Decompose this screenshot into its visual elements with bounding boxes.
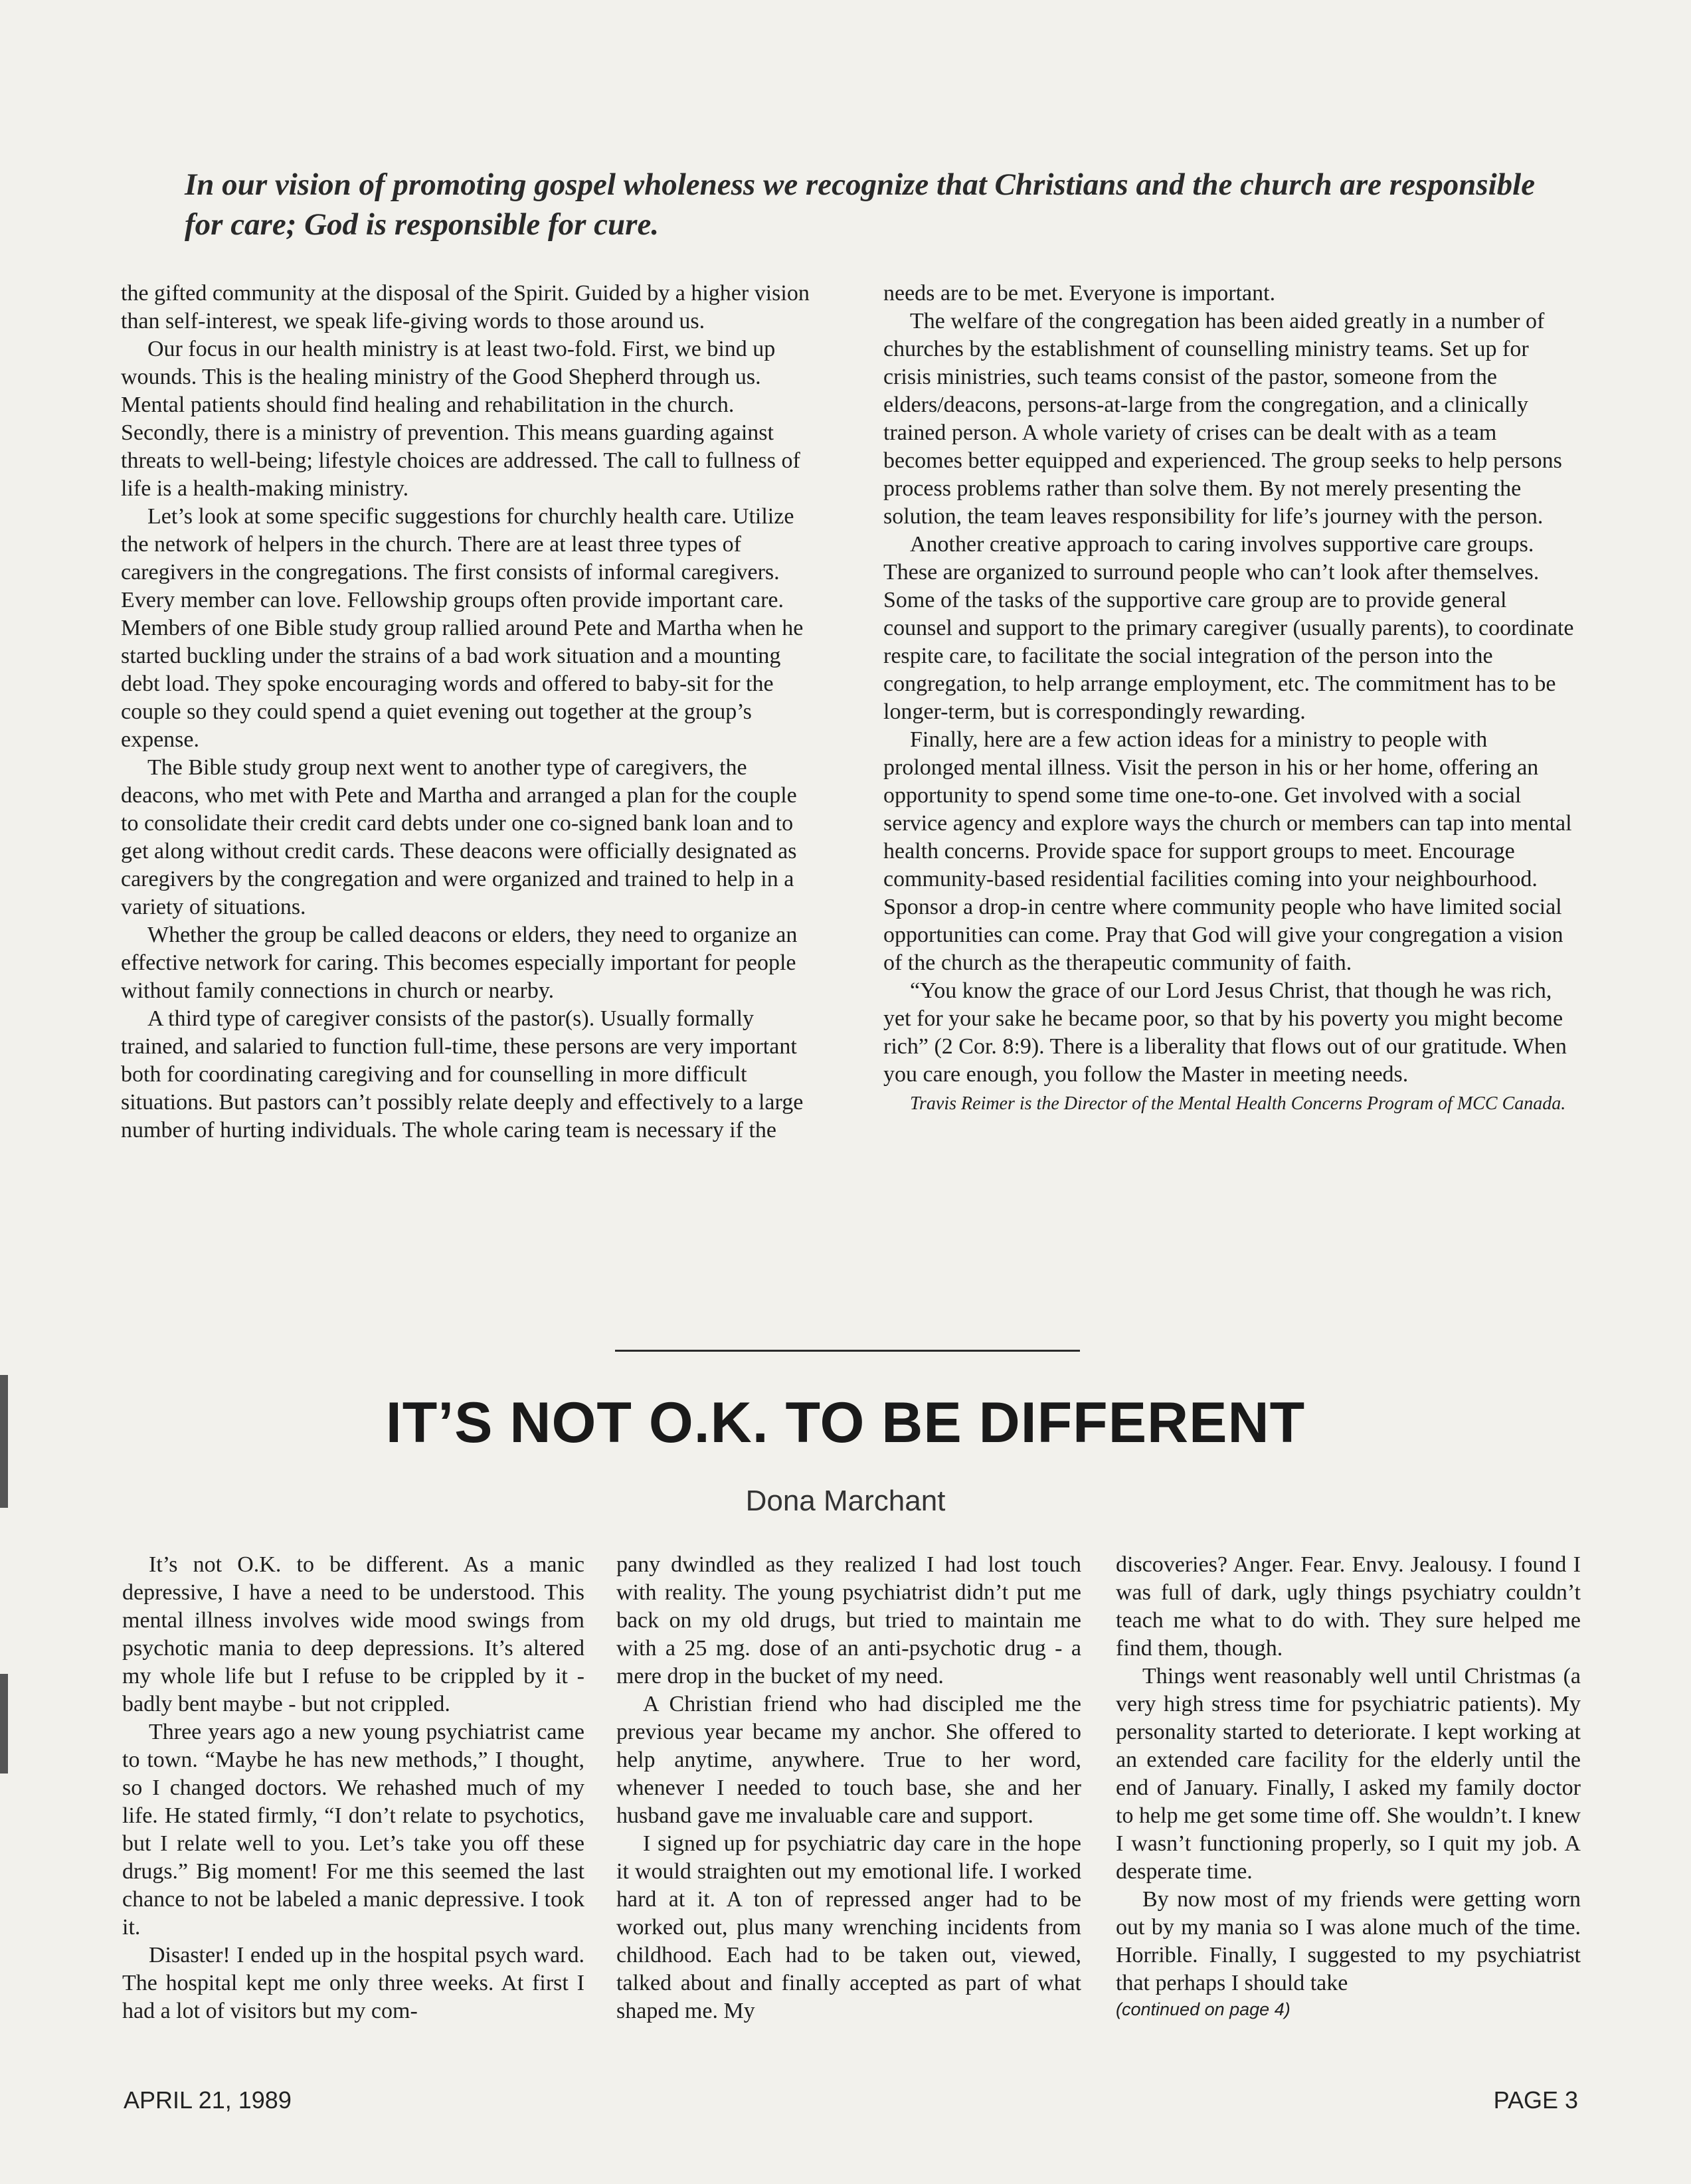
paragraph: It’s not O.K. to be different. As a manic depressive, I have a need to be understood. This mental illness involves wide mood swings from psychotic mania to deep depressions. It’s altered my whole life but I refuse to be crippled by it - badly bent maybe - but not crippled.	[122, 1552, 584, 1716]
paragraph: I signed up for psychiatric day care in the hope it would straighten out my emotional life. I worked hard at it. A ton of repressed anger had to be worked out, plus many wrenching incidents from childhood. Each had to be taken out, viewed, talked about and finally accepted as part of what shaped me. My	[616, 1831, 1081, 2023]
paragraph: Finally, here are a few action ideas for a ministry to people with prolonged mental illness. Visit the person in his or her home, offering an opportunity to spend some time one-to-one. Get involved with a social service agency and explore ways the church or members can tap into mental health concerns. Provide space for support groups to meet. Encourage community-based residential facilities coming into your neighbourhood. Sponsor a drop-in centre where community people who have limited social opportunities can come. Pray that God will give your congregation a vision of the church as the therapeutic community of faith.	[883, 727, 1572, 975]
author-byline: Travis Reimer is the Director of the Mental Health Concerns Program of MCC Canada.	[910, 1093, 1566, 1114]
paragraph: The welfare of the congregation has been aided greatly in a number of churches by the establishment of counselling ministry teams. Set up for crisis ministries, such teams consist of the pastor, someone from the elders/deacons, persons-at-large from the congregation, and a clinically trained person. A whole variety of crises can be dealt with as a team becomes better equipped and experienced. The group seeks to help persons process problems rather than solve them. By not merely presenting the solution, the team leaves responsibility for life’s journey with the person.	[883, 309, 1562, 529]
paragraph: the gifted community at the disposal of the Spirit. Guided by a higher vision than self-interest, we speak life-giving words to those around us.	[121, 281, 810, 333]
issue-date: APRIL 21, 1989	[124, 2086, 292, 2114]
paragraph: By now most of my friends were getting worn out by my mania so I was alone much of the time. Horrible. Finally, I suggested to my psychiatrist that perhaps I should take	[1116, 1887, 1581, 1995]
paragraph: Our focus in our health ministry is at least two-fold. First, we bind up wounds. This is the healing ministry of the Good Shepherd through us. Mental patients should find healing and rehabilitation in the church. Secondly, there is a ministry of prevention. This means guarding against threats to well-being; lifestyle choices are addressed. The call to fullness of life is a health-making ministry.	[121, 337, 800, 501]
paragraph: Three years ago a new young psychiatrist came to town. “Maybe he has new methods,” I thought, so I changed doctors. We rehashed much of my life. He stated firmly, “I don’t relate to psychotics, but I relate well to you. Let’s take you off these drugs.” Big moment! For me this seemed the last chance to not be labeled a manic depressive. I took it.	[122, 1720, 584, 1940]
paragraph: A third type of caregiver consists of the pastor(s). Usually formally trained, and salaried to function full-time, these persons are very important both for coordinating caregiving and for counselling in more difficult situations. But pastors can’t possibly relate deeply and effectively to a large number of hurting individuals. The whole caring team is necessary if the	[121, 1006, 804, 1142]
paragraph: “You know the grace of our Lord Jesus Christ, that though he was rich, yet for your sake he became poor, so that by his poverty you might become rich” (2 Cor. 8:9). There is a liberality that flows out of our gratitude. When you care enough, you follow the Master in meeting needs.	[883, 978, 1567, 1087]
paragraph: Another creative approach to caring involves supportive care groups. These are organized to surround people who can’t look after themselves. Some of the tasks of the supportive care group are to provide general counsel and support to the primary caregiver (usually parents), to coordinate respite care, to facilitate the social integration of the person into the congregation, to help arrange employment, etc. The commitment has to be longer-term, but is correspondingly rewarding.	[883, 532, 1574, 724]
paragraph: A Christian friend who had discipled me the previous year became my anchor. She offered to help anytime, anywhere. True to her word, whenever I needed to touch base, she and her husband gave me invaluable care and support.	[616, 1692, 1081, 1828]
section-divider	[615, 1350, 1080, 1352]
paragraph: discoveries? Anger. Fear. Envy. Jealousy. I found I was full of dark, ugly things psychiatry couldn’t teach me what to do with. They sure helped me find them, though.	[1116, 1552, 1581, 1661]
article-author: Dona Marchant	[745, 1485, 946, 1517]
article-title: IT’S NOT O.K. TO BE DIFFERENT	[385, 1391, 1306, 1455]
story-column-2	[616, 1551, 1081, 2025]
story-column-3	[1116, 1551, 1581, 2021]
paragraph: pany dwindled as they realized I had lost touch with reality. The young psychiatrist didn’t put me back on my old drugs, but tried to maintain me with a 25 mg. dose of an anti-psychotic drug - a mere drop in the bucket of my need.	[616, 1552, 1081, 1688]
story-column-1	[122, 1551, 584, 2025]
continued-note: (continued on page 4)	[1116, 1999, 1290, 2019]
paragraph: Let’s look at some specific suggestions for churchly health care. Utilize the network of helpers in the church. There are at least three types of caregivers in the congregations. The first consists of informal caregivers. Every member can love. Fellowship groups often provide important care. Members of one Bible study group rallied around Pete and Martha when he started buckling under the strains of a bad work situation and a mounting debt load. They spoke encouraging words and offered to baby-sit for the couple so they could spend a quiet evening out together at the group’s expense.	[121, 504, 804, 752]
paragraph: The Bible study group next went to another type of caregivers, the deacons, who met with Pete and Martha and arranged a plan for the couple to consolidate their credit card debts under one co-signed bank loan and to get along without credit cards. These deacons were officially designated as caregivers by the congregation and were organized and trained to help in a variety of situations.	[121, 755, 797, 919]
paragraph: needs are to be met. Everyone is important.	[883, 281, 1276, 306]
pull-quote: In our vision of promoting gospel wholeness we recognize that Christians and the church are responsible for care; God is responsible for cure.	[185, 167, 1536, 242]
article-column-1	[121, 280, 812, 1144]
paragraph: Whether the group be called deacons or elders, they need to organize an effective network for caring. This becomes especially important for people without family connections in church or nearby.	[121, 923, 798, 1003]
article-column-2	[883, 280, 1581, 1117]
page-number: PAGE 3	[1493, 2086, 1578, 2114]
scan-edge-mark	[0, 1674, 8, 1774]
paragraph: Disaster! I ended up in the hospital psych ward. The hospital kept me only three weeks. At first I had a lot of visitors but my com-	[122, 1943, 584, 2023]
paragraph: Things went reasonably well until Christmas (a very high stress time for psychiatric patients). My personality started to deteriorate. I kept working at an extended care facility for the elderly until the end of January. Finally, I asked my family doctor to help me get some time off. She wouldn’t. I knew I wasn’t functioning properly, so I quit my job. A desperate time.	[1116, 1664, 1581, 1884]
